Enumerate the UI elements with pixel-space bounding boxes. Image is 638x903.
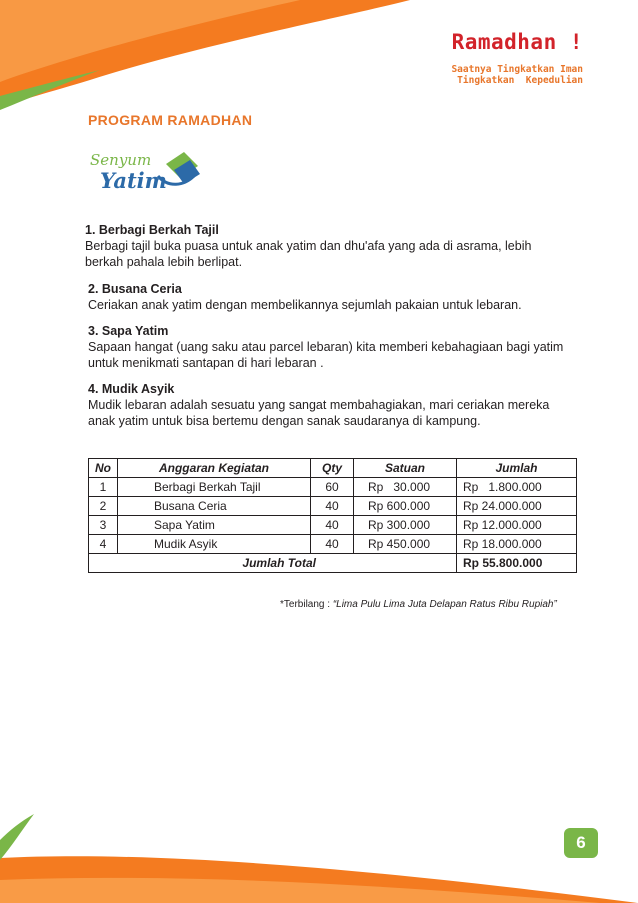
item-body: Berbagi tajil buka puasa untuk anak yatim dan dhu'afa yang ada di asrama, lebih berkah pahala lebih berlipat. — [85, 239, 532, 269]
header-title: Ramadhan ! — [451, 30, 583, 54]
header-tagline-1: Saatnya Tingkatkan Iman — [451, 64, 583, 75]
item-title: 1. Berbagi Berkah Tajil — [85, 223, 219, 237]
table-row — [89, 535, 577, 554]
table-row — [89, 516, 577, 535]
page-number-badge: 6 — [564, 828, 598, 858]
header-no: No — [89, 459, 118, 478]
item-body: Mudik lebaran adalah sesuatu yang sangat membahagiakan, mari ceriakan mereka anak yatim untuk bisa bertemu dengan sanak saudaranya di kampung. — [88, 398, 550, 428]
bottom-swoosh-decoration — [0, 800, 638, 903]
total-label: Jumlah Total — [89, 554, 457, 573]
item-title: 2. Busana Ceria — [88, 282, 182, 296]
cell-unit: Rp 30.000 — [354, 478, 457, 497]
cell-unit: Rp 600.000 — [354, 497, 457, 516]
section-heading: PROGRAM RAMADHAN — [88, 112, 253, 128]
cell-unit: Rp 300.000 — [354, 516, 457, 535]
header-unit: Satuan — [354, 459, 457, 478]
cell-activity: Busana Ceria — [118, 497, 311, 516]
header-total: Jumlah — [457, 459, 577, 478]
program-item-2 — [88, 281, 588, 313]
table-row — [89, 497, 577, 516]
cell-qty: 40 — [311, 497, 354, 516]
cell-activity: Sapa Yatim — [118, 516, 311, 535]
cell-qty: 60 — [311, 478, 354, 497]
header-qty: Qty — [311, 459, 354, 478]
header-tagline-2: Tingkatkan Kepedulian — [457, 75, 583, 86]
cell-no: 3 — [89, 516, 118, 535]
table-total-row — [89, 554, 577, 573]
cell-no: 4 — [89, 535, 118, 554]
cell-qty: 40 — [311, 535, 354, 554]
cell-amount: Rp 1.800.000 — [457, 478, 577, 497]
item-title: 4. Mudik Asyik — [88, 382, 175, 396]
table-header-row — [89, 459, 577, 478]
footnote-prefix: *Terbilang : — [280, 599, 333, 610]
cell-activity: Mudik Asyik — [118, 535, 311, 554]
item-title: 3. Sapa Yatim — [88, 324, 169, 338]
cell-no: 1 — [89, 478, 118, 497]
logo-text-senyum: Senyum — [90, 151, 152, 169]
header-activity: Anggaran Kegiatan — [118, 459, 311, 478]
cell-amount: Rp 24.000.000 — [457, 497, 577, 516]
total-value: Rp 55.800.000 — [457, 554, 577, 573]
cell-unit: Rp 450.000 — [354, 535, 457, 554]
program-item-3 — [88, 323, 588, 371]
footnote — [280, 599, 557, 610]
logo-text-yatim: Yatim — [100, 168, 167, 193]
budget-table — [88, 458, 577, 573]
item-body: Ceriakan anak yatim dengan membelikannya sejumlah pakaian untuk lebaran. — [88, 298, 522, 312]
table-row — [89, 478, 577, 497]
top-swoosh-decoration — [0, 0, 638, 110]
cell-amount: Rp 12.000.000 — [457, 516, 577, 535]
cell-amount: Rp 18.000.000 — [457, 535, 577, 554]
footnote-text: “Lima Pulu Lima Juta Delapan Ratus Ribu Rupiah” — [332, 599, 557, 610]
cell-activity: Berbagi Berkah Tajil — [118, 478, 311, 497]
item-body: Sapaan hangat (uang saku atau parcel lebaran) kita memberi kebahagiaan bagi yatim untuk menikmati santapan di hari lebaran . — [88, 340, 564, 370]
program-item-4 — [88, 381, 578, 429]
cell-qty: 40 — [311, 516, 354, 535]
cell-no: 2 — [89, 497, 118, 516]
program-item-1 — [85, 222, 555, 270]
